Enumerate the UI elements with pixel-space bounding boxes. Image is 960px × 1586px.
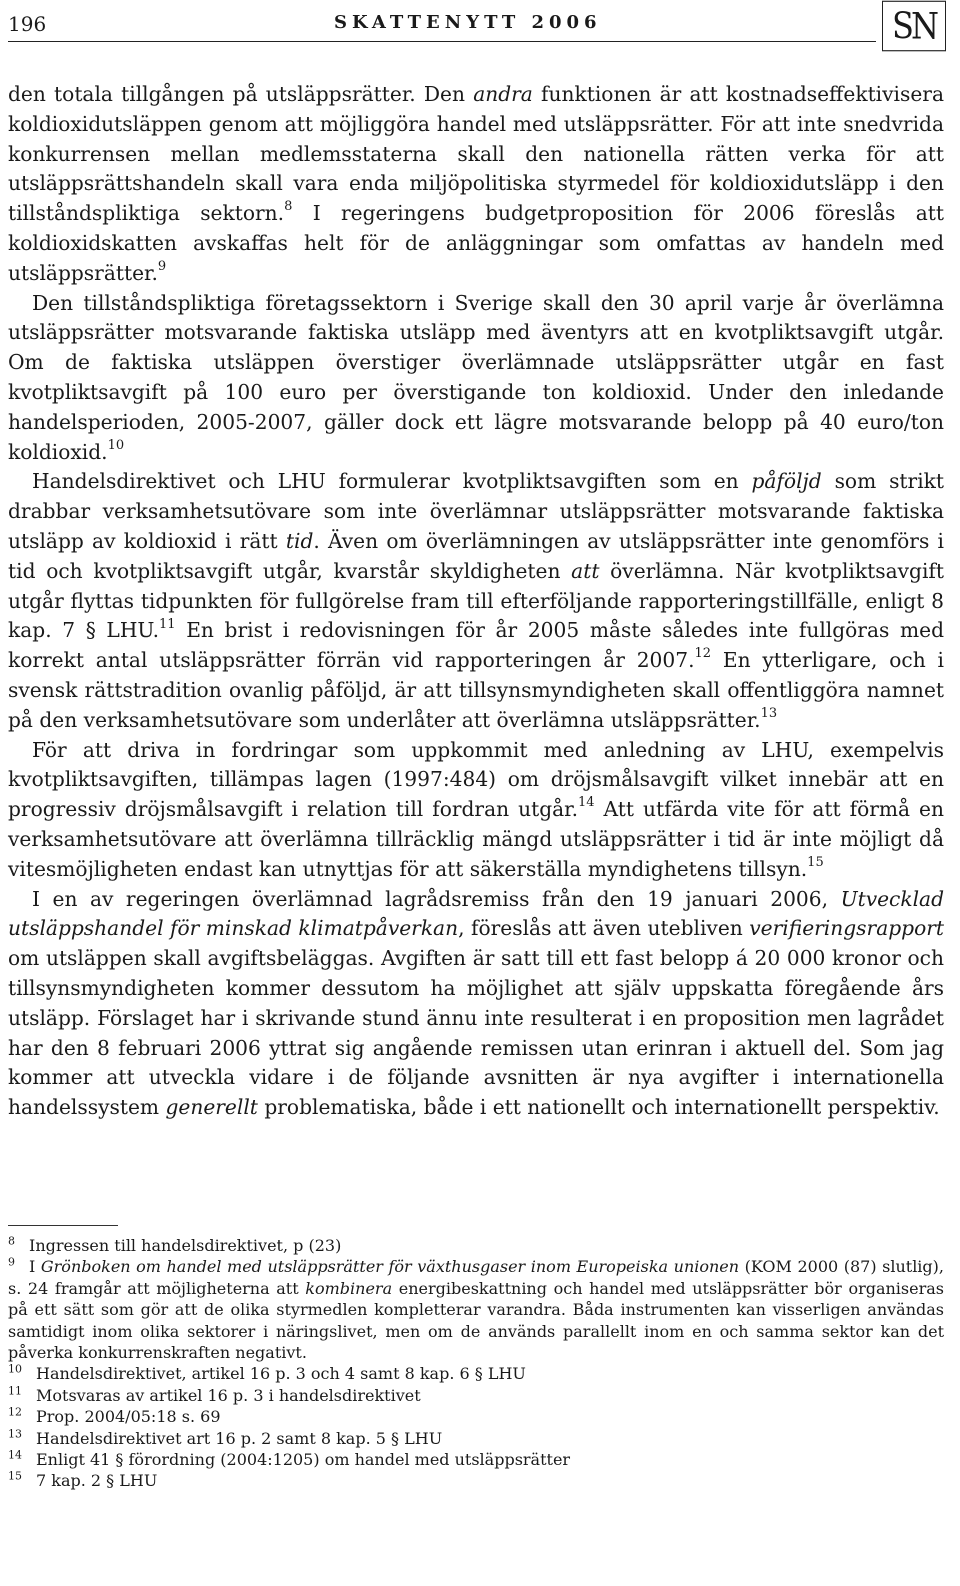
paragraph (8, 885, 944, 1123)
footnote-text (36, 1386, 421, 1405)
text-run: , föreslås att även utebliven (458, 916, 750, 941)
footnote-text (36, 1429, 442, 1448)
page-number: 196 (8, 12, 47, 36)
paragraph (8, 80, 944, 289)
footnote-reference: 10 (107, 437, 125, 453)
body-text (8, 80, 944, 1123)
journal-title: SKATTENYTT 2006 (334, 12, 602, 33)
text-run: En brist i redovisningen för år 2005 måste således inte fullgöras med korrekt antal utsläppsrätter förrän vid rapporteringen år 2007. (8, 618, 944, 673)
footnote (8, 1470, 944, 1491)
text-run: Handelsdirektivet och LHU formulerar kvotpliktsavgiften som en (32, 469, 752, 494)
italic-text: tid (285, 528, 314, 553)
text-run: Handelsdirektivet, artikel 16 p. 3 och 4 samt 8 kap. 6 § LHU (36, 1364, 526, 1384)
text-run: I (29, 1257, 41, 1277)
footnote-text (29, 1236, 341, 1255)
text-run: Ingressen till handelsdirektivet, p (23) (29, 1236, 342, 1255)
footnote-reference: 14 (578, 795, 595, 811)
italic-text: verifieringsrapport (749, 916, 944, 941)
text-run: Enligt 41 § förordning (2004:1205) om handel med utsläppsrätter (36, 1450, 571, 1470)
footnote-text (36, 1471, 157, 1490)
paragraph (8, 289, 944, 468)
footnote-text (8, 1257, 944, 1362)
footnotes (8, 1235, 944, 1492)
text-run: som strikt drabbar verksamhetsutövare som inte överlämnar utsläppsrätter motsvarande faktiska utsläpp av koldioxid i rätt (8, 469, 944, 553)
footnote-separator (8, 1225, 118, 1226)
text-run: Att utfärda vite för att förmå en verksamhetsutövare att överlämna tillräcklig mängd utsläppsrätter i tid är inte möjligt då vitesmöjligheten endast kan utnyttjas för att säkerställa myndighetens tillsyn. (8, 797, 944, 881)
text-run: I regeringens budgetproposition för 2006 föreslås att koldioxidskatten avskaffas helt för de anläggningar som omfattas av handeln med utsläppsrätter. (8, 201, 944, 285)
text-run: . Även om överlämningen av utsläppsrätter inte genomförs i tid och kvotpliktsavgift utgår, kvarstår skyldigheten (8, 528, 944, 583)
footnote (8, 1256, 944, 1363)
italic-text: Utvecklad utsläppshandel för minskad klimatpåverkan (8, 886, 944, 941)
footnote-text (36, 1364, 526, 1383)
footnote (8, 1449, 944, 1470)
text-run: energibeskattning och handel med utsläppsrätter bör organiseras på ett sätt som gör att de olika styrmedlen kompletterar varandra. Båda instrumenten kan visserligen användas samtidigt inom olika sektorer i näringslivet, men om de används parallellt inom en och samma sektor kan det påverka konkurrenskraften negativt. (8, 1278, 945, 1363)
footnote-reference: 8 (284, 199, 293, 215)
text-run: om utsläppen skall avgiftsbeläggas. Avgiften är satt till ett fast belopp á 20 000 kronor och tillsynsmyndigheten kommer dessutom ha möjlighet att själv uppskatta föregående års utsläpp. Förslaget har i skrivande stund ännu inte resulterat i en proposition men lagrådet har den 8 februari 2006 yttrat sig angående remissen utan erinran i aktuell del. Som jag kommer att utveckla vidare i de följande avsnitten är nya avgifter i internationella handelssystem (8, 946, 944, 1120)
text-run: överlämna. När kvotpliktsavgift utgår flyttas tidpunkten för fullgörelse fram till efterföljande rapporteringstillfälle, enligt 8 kap. 7 § LHU. (8, 558, 944, 643)
text-run: 7 kap. 2 § LHU (36, 1471, 158, 1491)
footnote (8, 1428, 944, 1449)
paragraph (8, 467, 944, 735)
text-run: Prop. 2004/05:18 s. 69 (36, 1407, 221, 1427)
text-run: funktionen är att kostnadseffektivisera koldioxidutsläppen genom att möjliggöra handel med utsläppsrätter. För att inte snedvrida konkurrensen mellan medlemsstaterna skall den nationella rätten verka för att utsläppsrättshandeln skall vara enda miljöpolitiska styrmedel för koldioxidutsläpp i den tillståndspliktiga sektorn. (8, 82, 944, 226)
italic-text: generellt (165, 1095, 258, 1120)
footnote-number: 11 (8, 1384, 22, 1398)
footnote (8, 1235, 944, 1256)
italic-text: andra (473, 82, 533, 106)
footnote-reference: 11 (159, 616, 176, 632)
page-header (8, 4, 946, 48)
footnote-number: 14 (8, 1448, 22, 1462)
italic-text: Grönboken om handel med utsläppsrätter för växthusgaser inom Europeiska unionen (40, 1257, 740, 1277)
text-run: Motsvaras av artikel 16 p. 3 i handelsdirektivet (36, 1385, 421, 1405)
footnote-number: 9 (8, 1256, 15, 1270)
paragraph (8, 736, 944, 885)
footnote-number: 15 (8, 1470, 22, 1484)
footnote-reference: 9 (157, 259, 167, 275)
text-run: problematiska, både i ett nationellt och internationellt perspektiv. (257, 1095, 940, 1120)
footnote-number: 10 (8, 1363, 22, 1377)
text-run: Den tillståndspliktiga företagssektorn i Sverige skall den 30 april varje år överlämna utsläppsrätter motsvarande faktiska utsläpp med äventyrs att en kvotpliktsavgift utgår. Om de faktiska utsläppen överstiger överlämnade utsläppsrätter utgår en fast kvotpliktsavgift på 100 euro per överstigande ton koldioxid. Under den inledande handelsperioden, 2005-2007, gäller dock ett lägre motsvarande belopp på 40 euro/ton koldioxid. (8, 290, 944, 464)
text-run: I en av regeringen överlämnad lagrådsremiss från den 19 januari 2006, (32, 886, 841, 911)
footnote-text (36, 1450, 570, 1469)
footnote (8, 1385, 944, 1406)
text-run: För att driva in fordringar som uppkommit med anledning av LHU, exempelvis kvotpliktsavgiften, tillämpas lagen (1997:484) om dröjsmålsavgift vilket innebär att en progressiv dröjsmålsavgift i relation till fordran utgår. (8, 737, 944, 822)
italic-text: kombinera (305, 1278, 393, 1298)
footnote-reference: 12 (694, 646, 712, 662)
footnote-text (36, 1407, 221, 1426)
italic-text: påföljd (751, 469, 822, 494)
footnote-reference: 15 (807, 854, 824, 870)
header-rule (8, 41, 876, 42)
footnote-reference: 13 (760, 706, 778, 721)
footnote-number: 13 (8, 1427, 22, 1441)
text-run: (KOM 2000 (87) slutlig), s. 24 framgår att möjligheterna att (8, 1257, 944, 1298)
footnote-number: 12 (8, 1405, 22, 1419)
text-run: En ytterligare, och i svensk rättstradition ovanlig påföljd, är att tillsynsmyndigheten skall offentliggöra namnet på den verksamhetsutövare som underlåter att överlämna utsläppsrätter. (8, 648, 944, 732)
text-run: Handelsdirektivet art 16 p. 2 samt 8 kap. 5 § LHU (36, 1428, 443, 1448)
footnote (8, 1363, 944, 1384)
footnote-number: 8 (8, 1234, 15, 1248)
journal-logo: SN (882, 1, 946, 52)
italic-text: att (571, 558, 600, 583)
footnote (8, 1406, 944, 1427)
text-run: den totala tillgången på utsläppsrätter. Den (8, 82, 474, 106)
